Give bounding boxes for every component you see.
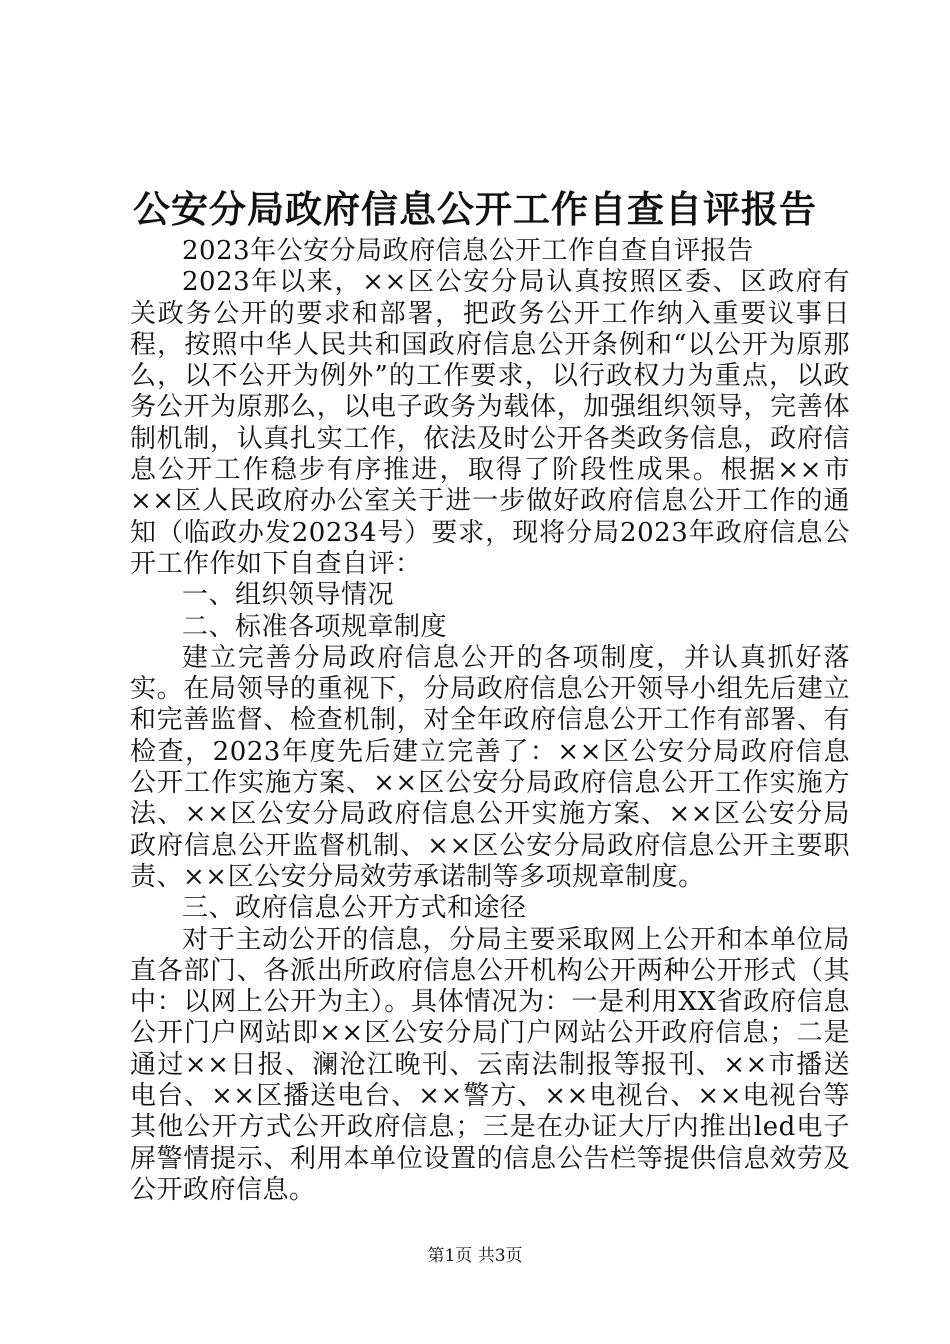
section-3-paragraph: 对于主动公开的信息，分局主要采取网上公开和本单位局直各部门、各派出所政府信息公开机构公开两种公开形式（其中：以网上公开为主）。具体情况为：一是利用XX省政府信息公开门户网站即××区公安分局门户网站公开政府信息；二是通过××日报、澜沧江晚刊、云南法制报等报刊、××市播送电台、××区播送电台、××警方、××电视台、××电视台等其他公开方式公开政府信息；三是在办证大厅内推出led电子屏警情提示、利用本单位设置的信息公告栏等提供信息效劳及公开政府信息。 xyxy=(130,924,850,1205)
page-number-footer: 第1页 共3页 xyxy=(427,1246,523,1266)
section-heading-2: 二、标准各项规章制度 xyxy=(182,611,448,642)
subtitle-paragraph: 2023年公安分局政府信息公开工作自查自评报告 xyxy=(182,236,754,266)
section-2-paragraph: 建立完善分局政府信息公开的各项制度，并认真抓好落实。在局领导的重视下，分局政府信息公开领导小组先后建立和完善监督、检查机制，对全年政府信息公开工作有部署、有检查，2023年度先后建立完善了：××区公安分局政府信息公开工作实施方案、××区公安分局政府信息公开工作实施方法、××区公安分局政府信息公开实施方案、××区公安分局政府信息公开监督机制、××区公安分局政府信息公开主要职责、××区公安分局效劳承诺制等多项规章制度。 xyxy=(130,642,850,892)
document-title: 公安分局政府信息公开工作自查自评报告 xyxy=(133,187,817,231)
section-heading-3: 三、政府信息公开方式和途径 xyxy=(182,893,527,924)
section-heading-1: 一、组织领导情况 xyxy=(182,580,395,611)
document-body xyxy=(130,236,850,1206)
intro-paragraph: 2023年以来，××区公安分局认真按照区委、区政府有关政务公开的要求和部署，把政务公开工作纳入重要议事日程，按照中华人民共和国政府信息公开条例和“以公开为原那么，以不公开为例外”的工作要求，以行政权力为重点，以政务公开为原那么，以电子政务为载体，加强组织领导，完善体制机制，认真扎实工作，依法及时公开各类政务信息，政府信息公开工作稳步有序推进，取得了阶段性成果。根据××市××区人民政府办公室关于进一步做好政府信息公开工作的通知（临政办发20234号）要求，现将分局2023年政府信息公开工作作如下自查自评： xyxy=(130,267,850,579)
